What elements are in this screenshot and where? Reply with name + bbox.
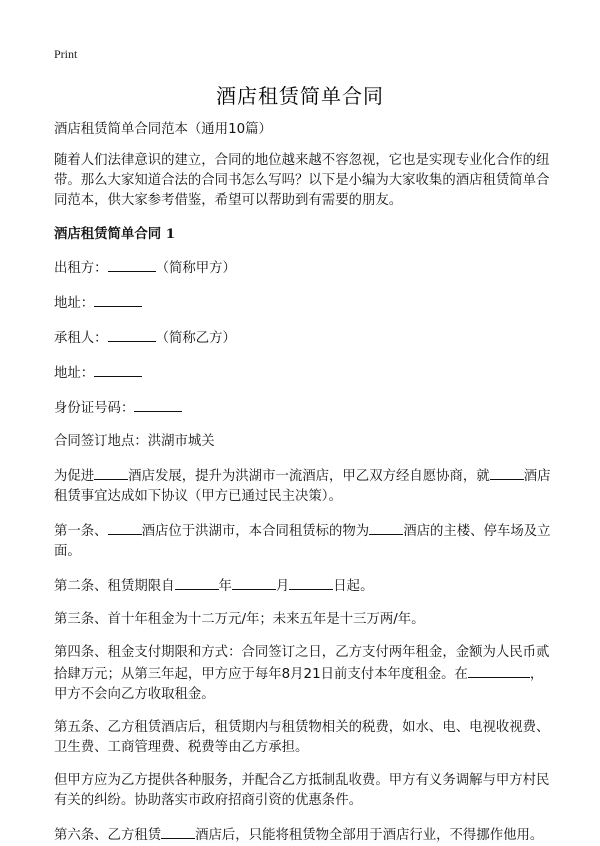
article-5: 第五条、乙方租赁酒店后，租赁期内与租赁物相关的税费，如水、电、电视收视费、卫生费、工商管理费、税费等由乙方承担。 xyxy=(54,720,550,755)
blank xyxy=(94,465,128,480)
address2-blank xyxy=(94,362,142,377)
sign-place: 合同签订地点：洪湖市城关 xyxy=(54,434,215,449)
article-1-text-3: 酒店的主楼、停车场及立面。 xyxy=(54,524,551,559)
blank xyxy=(468,663,530,678)
id-label: 身份证号码： xyxy=(54,401,135,416)
blank xyxy=(108,520,142,535)
article-2 xyxy=(54,575,554,597)
lessor-line xyxy=(54,257,554,279)
article-4 xyxy=(54,643,554,705)
lessor-suffix: （简称甲方） xyxy=(155,261,236,276)
preamble-text-2: 酒店发展，提升为洪湖市一流酒店，甲乙双方经自愿协商，就 xyxy=(128,469,490,484)
print-link[interactable]: Print xyxy=(54,47,78,61)
lessee-blank xyxy=(108,327,156,342)
document-subtitle: 酒店租赁简单合同范本（通用10篇） xyxy=(54,122,272,137)
address-label: 地址： xyxy=(54,296,95,311)
lessor-blank xyxy=(108,257,156,272)
address-line xyxy=(54,292,554,314)
article-6 xyxy=(54,824,554,846)
article-3: 第三条、首十年租金为十二万元/年；未来五年是十三万两/年。 xyxy=(54,612,425,627)
id-blank xyxy=(134,397,182,412)
lessee-line xyxy=(54,327,554,349)
page-title: 酒店租赁简单合同 xyxy=(216,84,384,108)
article-1-text-1: 第一条、 xyxy=(54,524,108,539)
address2-line xyxy=(54,362,554,384)
lessee-label: 承租人： xyxy=(54,331,108,346)
intro-paragraph: 随着人们法律意识的建立，合同的地位越来越不容忽视，它也是实现专业化合作的纽带。那么大家知道合法的合同书怎么写吗？以下是小编为大家收集的酒店租赁简单合同范本，供大家参考借鉴，希望可以帮助到有需要的朋友。 xyxy=(54,153,550,208)
year-blank xyxy=(175,575,219,590)
section-heading: 酒店租赁简单合同 1 xyxy=(54,226,176,242)
article-2-text: 第二条、租赁期限自 xyxy=(54,579,175,594)
preamble-text-3: 酒店租赁事宜达成如下协议（甲方已通过民主决策）。 xyxy=(54,469,551,504)
blank xyxy=(161,824,195,839)
preamble-paragraph xyxy=(54,465,554,507)
day-blank xyxy=(289,575,333,590)
lessor-label: 出租方： xyxy=(54,261,108,276)
year-label: 年 xyxy=(218,579,232,594)
article-6-text-1: 第六条、乙方租赁 xyxy=(54,828,162,843)
address2-label: 地址： xyxy=(54,366,95,381)
address-blank xyxy=(94,292,142,307)
day-label: 日起。 xyxy=(333,579,374,594)
article-4-text-1: 第四条、租金支付期限和方式：合同签订之日，乙方支付两年租金，金额为人民币贰拾肆万元；从第三年起，甲方应于每年8月21日前支付本年度租金。在 xyxy=(54,645,550,682)
month-blank xyxy=(232,575,276,590)
article-1-text-2: 酒店位于洪湖市，本合同租赁标的物为 xyxy=(141,524,370,539)
article-6-text-2: 酒店后，只能将租赁物全部用于酒店行业，不得挪作他用。 xyxy=(195,828,544,843)
article-1 xyxy=(54,520,554,562)
blank xyxy=(490,465,524,480)
blank xyxy=(369,520,403,535)
lessee-suffix: （简称乙方） xyxy=(155,331,236,346)
article-5-continued: 但甲方应为乙方提供各种服务，并配合乙方抵制乱收费。甲方有义务调解与甲方村民有关的纠纷。协助落实市政府招商引资的优惠条件。 xyxy=(54,773,550,808)
preamble-text-1: 为促进 xyxy=(54,469,95,484)
document-body xyxy=(54,120,554,846)
id-line xyxy=(54,397,554,419)
month-label: 月 xyxy=(275,579,290,594)
article-4-text-2: ，甲方不会向乙方收取租金。 xyxy=(54,667,544,702)
